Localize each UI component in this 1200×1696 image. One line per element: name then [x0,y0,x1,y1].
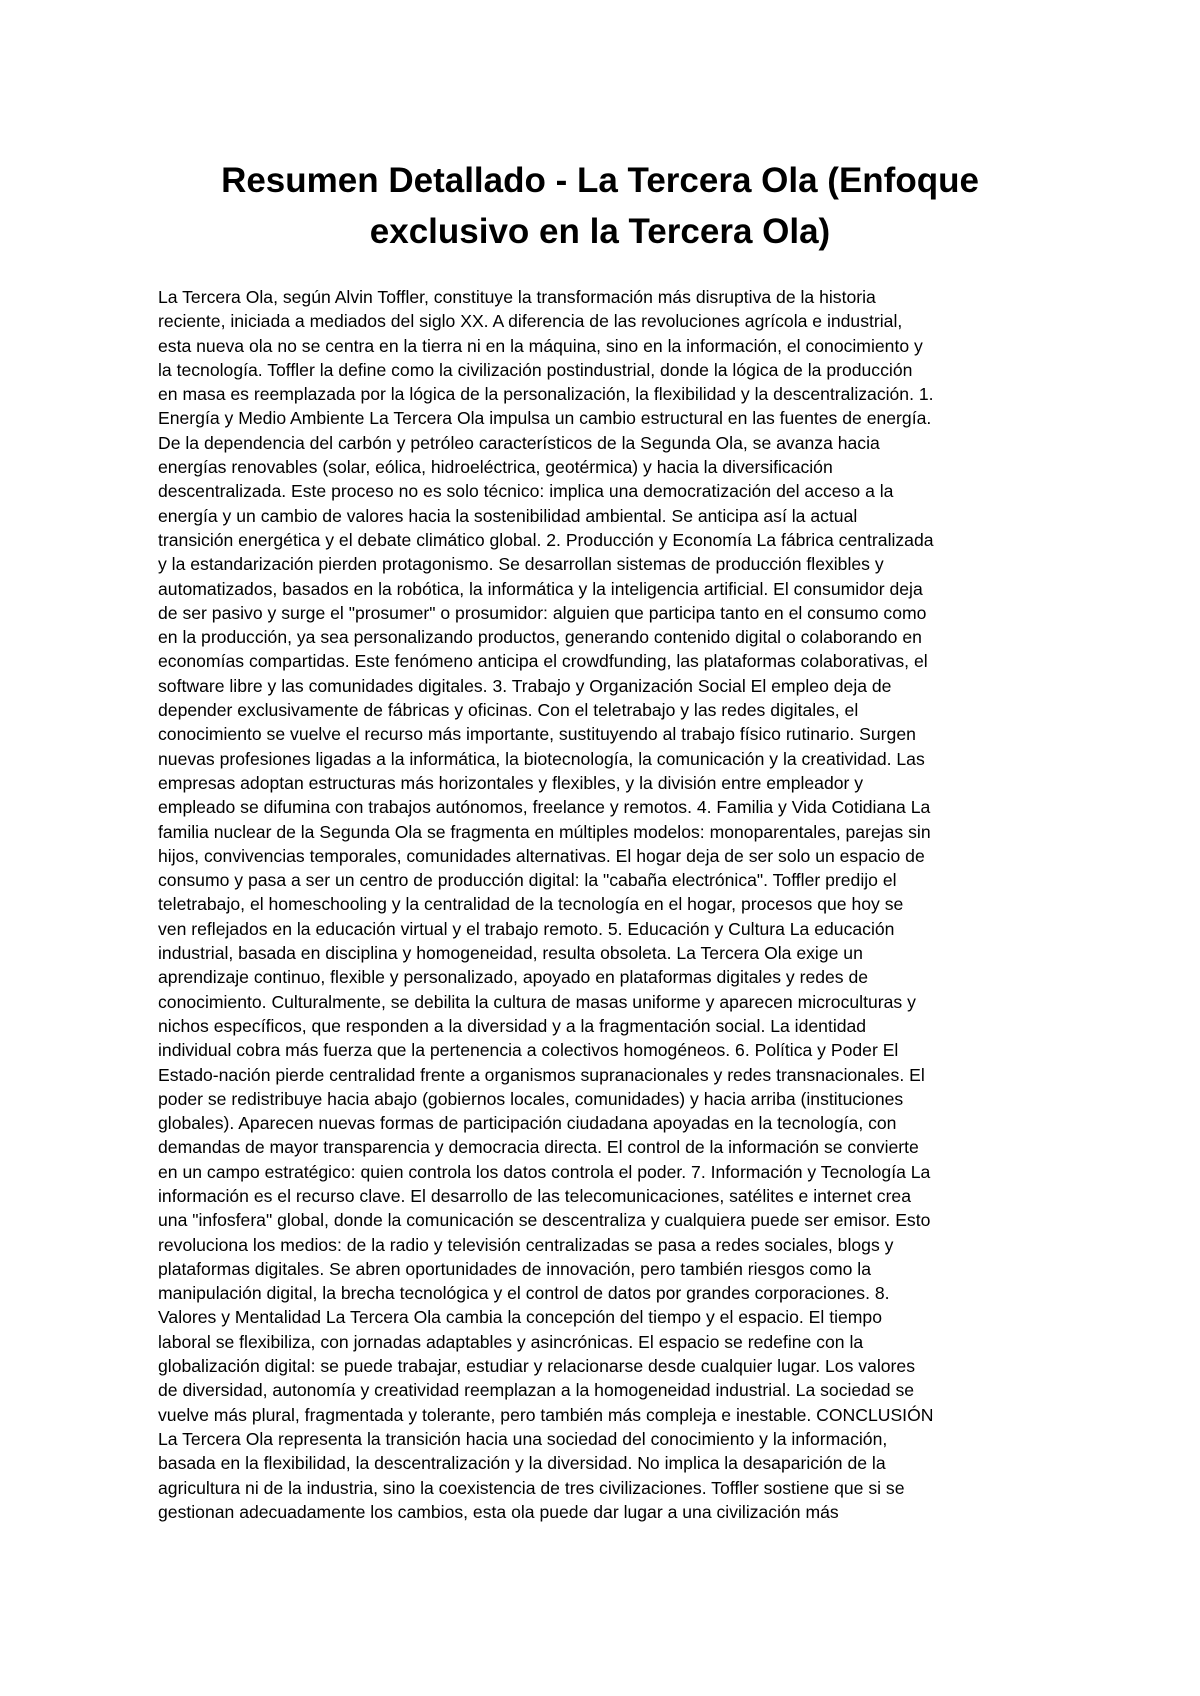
body-line: de diversidad, autonomía y creatividad reemplazan a la homogeneidad industrial. La sociedad se [158,1380,915,1401]
body-line: una "infosfera" global, donde la comunicación se descentraliza y cualquiera puede ser emisor. Esto [158,1210,931,1231]
body-line: laboral se flexibiliza, con jornadas adaptables y asincrónicas. El espacio se redefine con la [158,1331,864,1352]
body-line: plataformas digitales. Se abren oportunidades de innovación, pero también riesgos como la [158,1258,871,1279]
body-line: globales). Aparecen nuevas formas de participación ciudadana apoyadas en la tecnología, con [158,1113,897,1134]
body-line: reciente, iniciada a mediados del siglo XX. A diferencia de las revoluciones agrícola e industrial, [158,311,903,332]
body-line: hijos, convivencias temporales, comunidades alternativas. El hogar deja de ser solo un espacio de [158,845,925,866]
body-line: en la producción, ya sea personalizando productos, generando contenido digital o colaborando en [158,627,922,648]
body-line: agricultura ni de la industria, sino la coexistencia de tres civilizaciones. Toffler sostiene que si se [158,1477,905,1498]
document-body [158,285,1050,1524]
body-line: De la dependencia del carbón y petróleo característicos de la Segunda Ola, se avanza hacia [158,432,880,453]
body-line: energías renovables (solar, eólica, hidroeléctrica, geotérmica) y hacia la diversificación [158,457,833,478]
body-line: vuelve más plural, fragmentada y tolerante, pero también más compleja e inestable. CONCLUSIÓN [158,1404,934,1425]
body-line: en masa es reemplazada por la lógica de la personalización, la flexibilidad y la descentralización. 1. [158,384,934,405]
body-line: La Tercera Ola, según Alvin Toffler, constituye la transformación más disruptiva de la historia [158,287,876,307]
body-line: nichos específicos, que responden a la diversidad y a la fragmentación social. La identidad [158,1015,867,1036]
body-line: gestionan adecuadamente los cambios, esta ola puede dar lugar a una civilización más [158,1501,839,1522]
body-line: en un campo estratégico: quien controla los datos controla el poder. 7. Información y Tecnología La [158,1161,931,1182]
body-line: empresas adoptan estructuras más horizontales y flexibles, y la división entre empleador y [158,772,864,793]
body-line: información es el recurso clave. El desarrollo de las telecomunicaciones, satélites e internet crea [158,1185,911,1206]
body-line: conocimiento se vuelve el recurso más importante, sustituyendo al trabajo físico rutinario. Surgen [158,724,916,745]
body-line: depender exclusivamente de fábricas y oficinas. Con el teletrabajo y las redes digitales, el [158,700,859,721]
body-line: la tecnología. Toffler la define como la civilización postindustrial, donde la lógica de la producción [158,359,913,380]
body-line: aprendizaje continuo, flexible y personalizado, apoyado en plataformas digitales y redes de [158,967,869,988]
body-line: La Tercera Ola representa la transición hacia una sociedad del conocimiento y la información, [158,1428,888,1449]
body-line: individual cobra más fuerza que la pertenencia a colectivos homogéneos. 6. Política y Poder El [158,1040,899,1061]
body-line: consumo y pasa a ser un centro de producción digital: la "cabaña electrónica". Toffler predijo el [158,870,897,891]
body-line: esta nueva ola no se centra en la tierra ni en la máquina, sino en la información, el conocimiento y [158,335,923,356]
body-line: revoluciona los medios: de la radio y televisión centralizadas se pasa a redes sociales, blogs y [158,1234,894,1255]
body-line: ven reflejados en la educación virtual y el trabajo remoto. 5. Educación y Cultura La educación [158,918,895,939]
body-line: manipulación digital, la brecha tecnológica y el control de datos por grandes corporaciones. 8. [158,1283,890,1304]
body-line: Energía y Medio Ambiente La Tercera Ola impulsa un cambio estructural en las fuentes de energía. [158,408,932,429]
body-line: software libre y las comunidades digitales. 3. Trabajo y Organización Social El empleo deja de [158,675,892,696]
document-title: Resumen Detallado - La Tercera Ola (Enfoque exclusivo en la Tercera Ola) [221,161,979,251]
body-line: energía y un cambio de valores hacia la sostenibilidad ambiental. Se anticipa así la actual [158,505,858,526]
body-line: industrial, basada en disciplina y homogeneidad, resulta obsoleta. La Tercera Ola exige un [158,943,863,964]
body-line: transición energética y el debate climático global. 2. Producción y Economía La fábrica centralizada [158,529,934,550]
body-line: nuevas profesiones ligadas a la informática, la biotecnología, la comunicación y la creatividad. Las [158,748,925,769]
body-line: familia nuclear de la Segunda Ola se fragmenta en múltiples modelos: monoparentales, parejas sin [158,821,931,842]
body-line: Valores y Mentalidad La Tercera Ola cambia la concepción del tiempo y el espacio. El tiempo [158,1307,883,1328]
body-line: demandas de mayor transparencia y democracia directa. El control de la información se convierte [158,1137,919,1158]
body-line: Estado-nación pierde centralidad frente a organismos supranacionales y redes transnacionales. El [158,1064,925,1085]
body-line: globalización digital: se puede trabajar, estudiar y relacionarse desde cualquier lugar. Los valores [158,1356,915,1377]
body-line: empleado se difumina con trabajos autónomos, freelance y remotos. 4. Familia y Vida Cotidiana La [158,797,931,818]
body-line: automatizados, basados en la robótica, la informática y la inteligencia artificial. El consumidor deja [158,578,923,599]
body-line: teletrabajo, el homeschooling y la centralidad de la tecnología en el hogar, procesos que hoy se [158,894,904,915]
body-line: conocimiento. Culturalmente, se debilita la cultura de masas uniforme y aparecen microculturas y [158,991,916,1012]
body-line: descentralizada. Este proceso no es solo técnico: implica una democratización del acceso a la [158,481,894,502]
body-line: poder se redistribuye hacia abajo (gobiernos locales, comunidades) y hacia arriba (instituciones [158,1088,904,1109]
body-line: y la estandarización pierden protagonismo. Se desarrollan sistemas de producción flexibles y [158,554,884,575]
body-line: economías compartidas. Este fenómeno anticipa el crowdfunding, las plataformas colaborativas, el [158,651,928,672]
body-line: de ser pasivo y surge el "prosumer" o prosumidor: alguien que participa tanto en el consumo como [158,602,927,623]
body-line: basada en la flexibilidad, la descentralización y la diversidad. No implica la desaparición de la [158,1453,886,1474]
